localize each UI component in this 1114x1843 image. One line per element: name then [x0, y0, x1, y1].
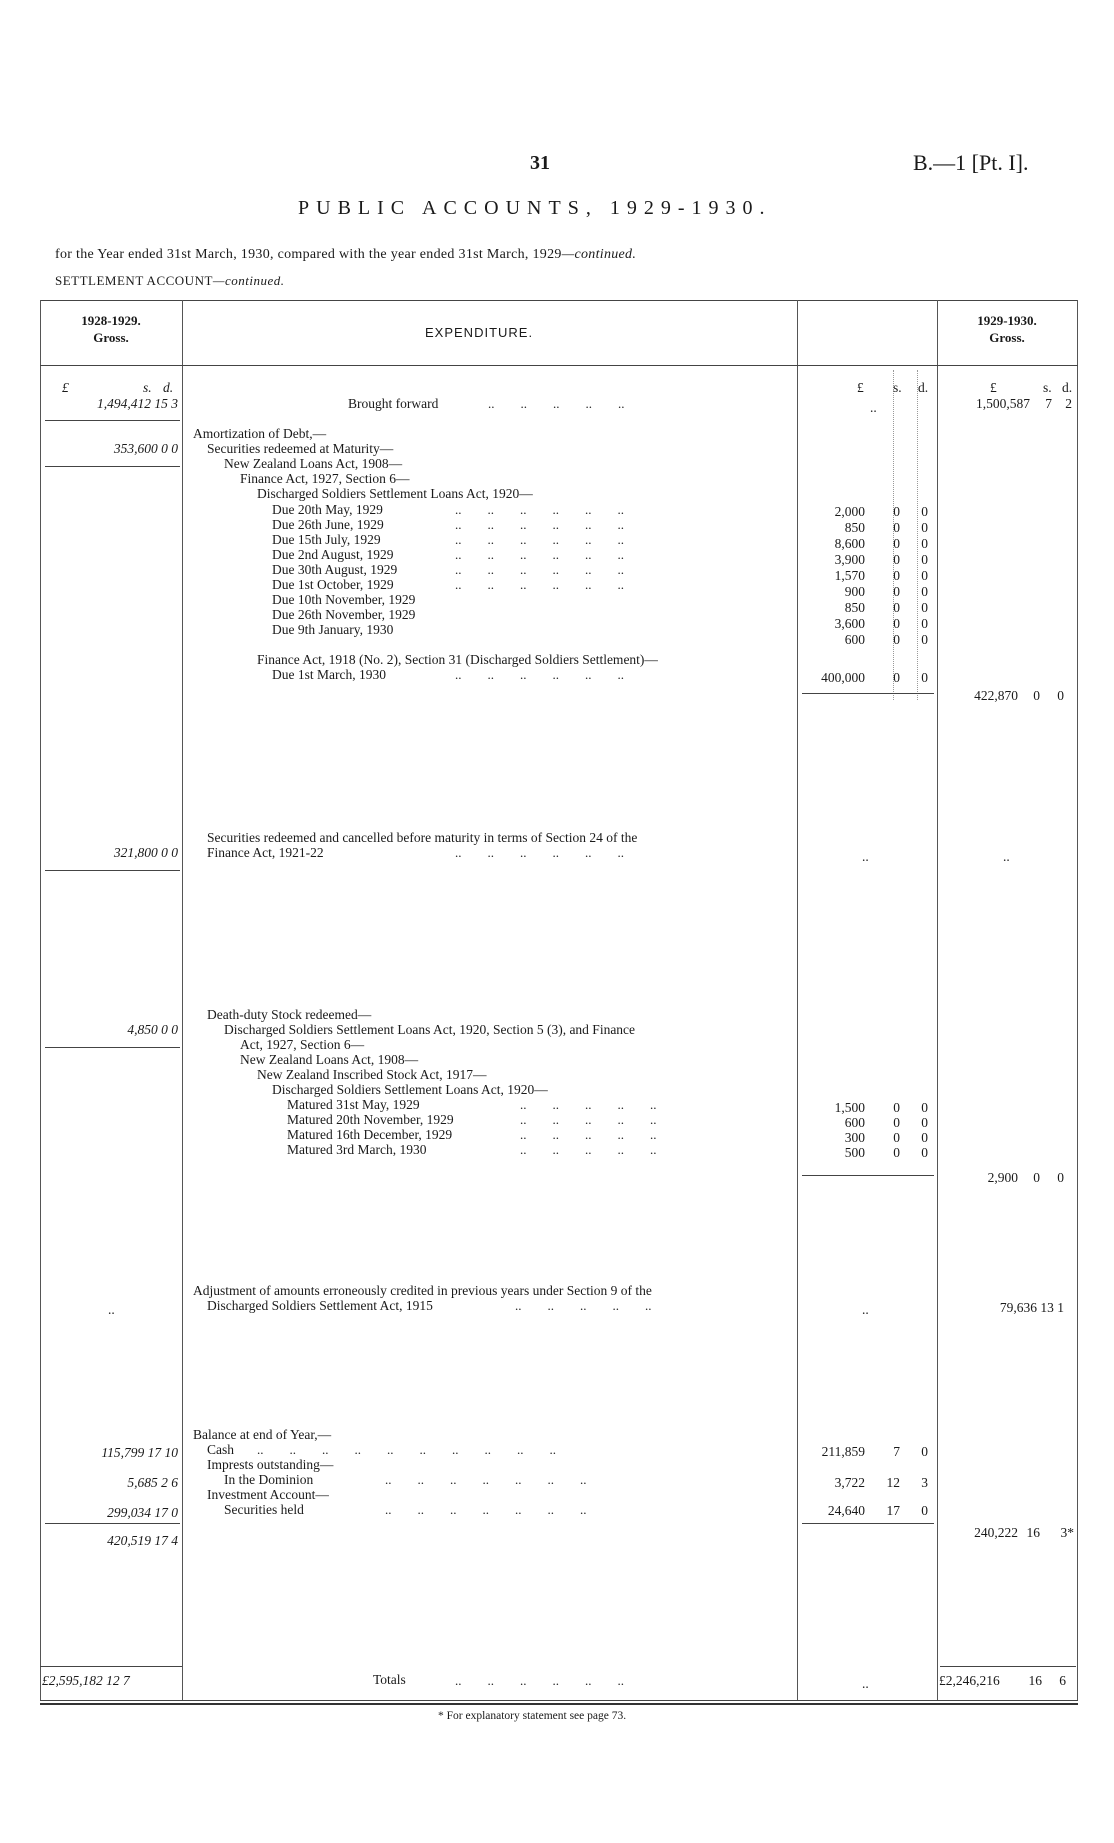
totals-label: Totals — [373, 1672, 406, 1687]
rule — [802, 1523, 934, 1524]
death-duty-dsslaa: Discharged Soldiers Settlement Loans Act, 1920— — [272, 1082, 548, 1097]
item-label: Matured 31st May, 1929 — [287, 1097, 420, 1112]
brought-forward-prev: 1,494,412 15 3 — [97, 396, 178, 411]
totals-gross-s: 16 — [1028, 1673, 1042, 1688]
rule — [802, 693, 934, 694]
item-pounds: 600 — [844, 632, 865, 647]
item-s: 0 — [893, 1145, 900, 1160]
securities-pounds: 24,640 — [827, 1503, 865, 1518]
leader-dots: .. .. .. .. .. .. — [455, 1673, 624, 1688]
table-top-rule — [40, 300, 1078, 301]
adjustment-line1: Adjustment of amounts erroneously credited in previous years under Section 9 of the — [193, 1283, 652, 1298]
securities-prev: 299,034 17 0 — [107, 1505, 178, 1520]
dominion-d: 3 — [921, 1475, 928, 1490]
item-label: Due 15th July, 1929 — [272, 532, 381, 547]
due-march-label: Due 1st March, 1930 — [272, 667, 386, 682]
column-rule-1 — [182, 300, 183, 1700]
before-maturity-prev: 321,800 0 0 — [113, 845, 178, 860]
brought-forward-gross-s: 7 — [1045, 396, 1052, 411]
brought-forward-gross-pounds: 1,500,587 — [976, 396, 1030, 411]
item-s: 0 — [893, 520, 900, 535]
s-col-rule — [893, 370, 894, 700]
totals-mid: .. — [862, 1676, 869, 1691]
unit-gross-s: s. — [1043, 380, 1052, 395]
item-d: 0 — [921, 568, 928, 583]
item-pounds: 600 — [844, 1115, 865, 1130]
item-s: 0 — [893, 552, 900, 567]
brought-forward-gross-d: 2 — [1065, 396, 1072, 411]
document-reference: B.—1 [Pt. I]. — [913, 150, 1029, 175]
item-pounds: 3,600 — [834, 616, 865, 631]
item-label: Matured 20th November, 1929 — [287, 1112, 454, 1127]
death-duty-line2: Act, 1927, Section 6— — [240, 1037, 365, 1052]
death-duty-nz-loans: New Zealand Loans Act, 1908— — [240, 1052, 419, 1067]
amortization-total-s: 0 — [1033, 688, 1040, 703]
item-pounds: 1,500 — [834, 1100, 865, 1115]
imprests-label: Imprests outstanding— — [207, 1457, 334, 1472]
totals-prev: £2,595,182 12 7 — [42, 1673, 130, 1688]
item-label: Matured 3rd March, 1930 — [287, 1142, 427, 1157]
before-maturity-line2: Finance Act, 1921-22 — [207, 845, 324, 860]
item-label: Due 20th May, 1929 — [272, 502, 383, 517]
item-d: 0 — [921, 504, 928, 519]
death-duty-heading: Death-duty Stock redeemed— — [207, 1007, 372, 1022]
item-label: Due 1st October, 1929 — [272, 577, 394, 592]
brought-forward-label: Brought forward — [348, 396, 439, 411]
item-pounds: 2,000 — [834, 504, 865, 519]
item-pounds: 900 — [844, 584, 865, 599]
item-pounds: 500 — [844, 1145, 865, 1160]
item-s: 0 — [893, 632, 900, 647]
item-s: 0 — [893, 616, 900, 631]
item-label: Due 26th June, 1929 — [272, 517, 384, 532]
item-pounds: 850 — [844, 520, 865, 535]
rule — [45, 1523, 180, 1524]
leader-dots: .. .. .. .. .. .. .. .. .. .. — [257, 1442, 556, 1457]
balance-heading: Balance at end of Year,— — [193, 1427, 332, 1442]
d-col-rule — [917, 370, 918, 700]
cash-s: 7 — [893, 1444, 900, 1459]
table-bottom-double-rule — [40, 1703, 1078, 1705]
adjustment-line2: Discharged Soldiers Settlement Act, 1915 — [207, 1298, 433, 1313]
death-duty-total-pounds: 2,900 — [987, 1170, 1018, 1185]
leader-dots: .. .. .. .. .. .. .. — [385, 1502, 587, 1517]
header-prev-year: 1928-1929. Gross. — [81, 313, 141, 345]
unit-prev-s: s. — [143, 380, 152, 395]
leader-dots: .. .. .. .. .. — [515, 1298, 652, 1313]
adjustment-gross: 79,636 13 1 — [999, 1300, 1064, 1315]
item-s: 0 — [893, 600, 900, 615]
rule — [40, 1666, 182, 1667]
item-label: Matured 16th December, 1929 — [287, 1127, 453, 1142]
item-pounds: 300 — [844, 1130, 865, 1145]
item-s: 0 — [893, 536, 900, 551]
leader-dots: .. .. .. .. .. .. — [455, 667, 624, 682]
cash-pounds: 211,859 — [821, 1444, 865, 1459]
unit-prev-d: d. — [163, 380, 174, 395]
amortization-total-pounds: 422,870 — [974, 688, 1018, 703]
rule — [940, 1666, 1076, 1667]
death-duty-line1: Discharged Soldiers Settlement Loans Act, 1920, Section 5 (3), and Finance — [224, 1022, 636, 1037]
column-rule-3 — [937, 300, 938, 1700]
item-d: 0 — [921, 1100, 928, 1115]
before-maturity-gross: .. — [1003, 849, 1010, 864]
amortization-finance-1918: Finance Act, 1918 (No. 2), Section 31 (Discharged Soldiers Settlement)— — [257, 652, 658, 667]
securities-label: Securities held — [224, 1502, 304, 1517]
rule — [45, 420, 180, 421]
due-march-pounds: 400,000 — [821, 670, 865, 685]
rule — [802, 1175, 934, 1176]
amortization-heading: Amortization of Debt,— — [193, 426, 327, 441]
balance-prev-total: 420,519 17 4 — [107, 1533, 178, 1548]
item-s: 0 — [893, 584, 900, 599]
death-duty-prev: 4,850 0 0 — [127, 1022, 178, 1037]
unit-mid-d: d. — [918, 380, 929, 395]
item-s: 0 — [893, 568, 900, 583]
item-d: 0 — [921, 584, 928, 599]
balance-total-d: 3* — [1060, 1525, 1074, 1540]
item-d: 0 — [921, 632, 928, 647]
rule — [45, 466, 180, 467]
death-duty-total-d: 0 — [1057, 1170, 1064, 1185]
dominion-pounds: 3,722 — [834, 1475, 865, 1490]
item-s: 0 — [893, 504, 900, 519]
subtitle: for the Year ended 31st March, 1930, compared with the year ended 31st March, 1929—continued. — [55, 247, 637, 262]
item-d: 0 — [921, 536, 928, 551]
balance-total-s: 16 — [1026, 1525, 1040, 1540]
amortization-securities: Securities redeemed at Maturity— — [207, 441, 394, 456]
page-title: PUBLIC ACCOUNTS, 1929-1930. — [298, 197, 772, 219]
item-s: 0 — [893, 1100, 900, 1115]
table-bottom-rule — [40, 1700, 1078, 1701]
rule — [45, 870, 180, 871]
unit-gross-pound: £ — [990, 380, 997, 395]
amortization-finance-1927: Finance Act, 1927, Section 6— — [240, 471, 410, 486]
item-d: 0 — [921, 1115, 928, 1130]
cash-prev: 115,799 17 10 — [101, 1445, 178, 1460]
investment-label: Investment Account— — [207, 1487, 329, 1502]
item-label: Due 9th January, 1930 — [272, 622, 394, 637]
item-pounds: 3,900 — [834, 552, 865, 567]
balance-total-pounds: 240,222 — [974, 1525, 1018, 1540]
section-heading: SETTLEMENT ACCOUNT—continued. — [55, 273, 285, 288]
item-s: 0 — [893, 1130, 900, 1145]
item-label: Due 2nd August, 1929 — [272, 547, 394, 562]
item-s: 0 — [893, 1115, 900, 1130]
dominion-label: In the Dominion — [224, 1472, 314, 1487]
leader-dots: .. .. .. .. .. .. — [455, 845, 624, 860]
totals-gross-pounds: £2,246,216 — [939, 1673, 1000, 1688]
item-pounds: 8,600 — [834, 536, 865, 551]
item-d: 0 — [921, 520, 928, 535]
unit-mid-pound: £ — [857, 380, 864, 395]
item-d: 0 — [921, 1130, 928, 1145]
rule — [45, 1047, 180, 1048]
unit-prev-pound: £ — [62, 380, 69, 395]
item-pounds: 850 — [844, 600, 865, 615]
table-left-rule — [40, 300, 41, 1700]
amortization-prev: 353,600 0 0 — [113, 441, 178, 456]
due-march-s: 0 — [893, 670, 900, 685]
leader-dots: .. .. .. .. .. .. .. .. .. .. .. .. .. .. .. .. .. .. .. .. .. .. .. .. .. .. .. .. .. .. .. .. .. .. .. .. — [455, 502, 624, 592]
before-maturity-line1: Securities redeemed and cancelled before maturity in terms of Section 24 of the — [207, 830, 638, 845]
item-d: 0 — [921, 1145, 928, 1160]
item-label: Due 10th November, 1929 — [272, 592, 416, 607]
header-expenditure: EXPENDITURE. — [425, 325, 534, 340]
securities-s: 17 — [886, 1503, 900, 1518]
adjustment-prev: .. — [108, 1302, 115, 1317]
page-number: 31 — [530, 152, 550, 174]
column-rule-2 — [797, 300, 798, 1700]
cash-label: Cash — [207, 1442, 234, 1457]
before-maturity-mid: .. — [862, 849, 869, 864]
amortization-total-d: 0 — [1057, 688, 1064, 703]
due-march-d: 0 — [921, 670, 928, 685]
footnote: * For explanatory statement see page 73. — [438, 1710, 627, 1722]
item-d: 0 — [921, 552, 928, 567]
unit-mid-s: s. — [893, 380, 902, 395]
totals-gross-d: 6 — [1059, 1673, 1066, 1688]
cash-d: 0 — [921, 1444, 928, 1459]
leader-dots: .. .. .. .. .. — [488, 396, 625, 411]
dominion-s: 12 — [886, 1475, 900, 1490]
item-label: Due 26th November, 1929 — [272, 607, 416, 622]
header-rule — [40, 365, 1078, 366]
amortization-dsslaa: Discharged Soldiers Settlement Loans Act, 1920— — [257, 486, 533, 501]
item-d: 0 — [921, 600, 928, 615]
death-duty-total-s: 0 — [1033, 1170, 1040, 1185]
item-pounds: 1,570 — [834, 568, 865, 583]
item-d: 0 — [921, 616, 928, 631]
securities-d: 0 — [921, 1503, 928, 1518]
item-label: Due 30th August, 1929 — [272, 562, 398, 577]
adjustment-mid: .. — [862, 1302, 869, 1317]
table-right-rule — [1077, 300, 1078, 1700]
unit-gross-d: d. — [1062, 380, 1073, 395]
death-duty-inscribed: New Zealand Inscribed Stock Act, 1917— — [257, 1067, 487, 1082]
leader-dots: .. .. .. .. .. .. .. — [385, 1472, 587, 1487]
amortization-nz-loans: New Zealand Loans Act, 1908— — [224, 456, 403, 471]
dominion-prev: 5,685 2 6 — [127, 1475, 178, 1490]
brought-forward-mid: .. — [870, 400, 877, 415]
header-curr-year: 1929-1930. Gross. — [977, 313, 1037, 345]
leader-dots: .. .. .. .. .. .. .. .. .. .. .. .. .. .. .. .. .. .. .. .. — [520, 1097, 657, 1157]
